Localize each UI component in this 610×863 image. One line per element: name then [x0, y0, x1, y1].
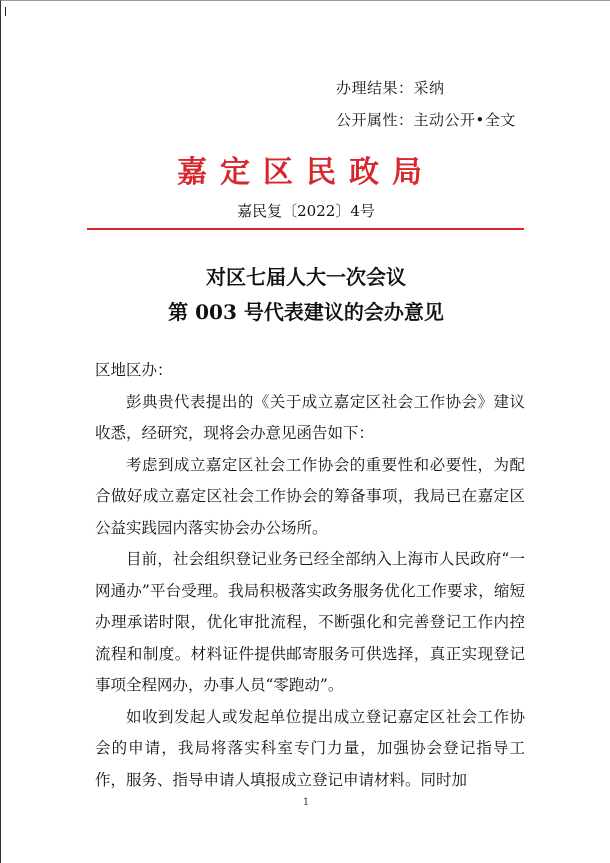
issuing-organization: 嘉定区民政局 [177, 155, 435, 190]
scan-mark [5, 7, 6, 16]
handling-result: 办理结果：采纳 [336, 79, 445, 97]
document-title-line-2: 第 003 号代表建议的会办意见 [168, 300, 444, 324]
document-title-line-1: 对区七届人大一次会议 [206, 265, 406, 289]
disclosure-attribute: 公开属性：主动公开•全文 [336, 111, 516, 129]
salutation: 区地区办： [95, 361, 173, 379]
document-number: 嘉民复〔2022〕4号 [237, 202, 375, 220]
document-body [95, 355, 525, 796]
paragraph: 如收到发起人或发起单位提出成立登记嘉定区社会工作协会的申请，我局将落实科室专门力量，加强协会登记指导工作，服务、指导申请人填报成立登记申请材料。同时加 [95, 707, 525, 789]
red-header-line [87, 228, 524, 230]
paragraph: 考虑到成立嘉定区社会工作协会的重要性和必要性，为配合做好成立嘉定区社会工作协会的筹备事项，我局已在嘉定区公益实践园内落实协会办公场所。 [95, 455, 525, 537]
page-number: 1 [302, 797, 310, 808]
paragraph: 彭典贵代表提出的《关于成立嘉定区社会工作协会》建议收悉，经研究，现将会办意见函告如下： [95, 392, 525, 442]
paragraph: 目前，社会组织登记业务已经全部纳入上海市人民政府“一网通办”平台受理。我局积极落实政务服务优化工作要求，缩短办理承诺时限，优化审批流程，不断强化和完善登记工作内控流程和制度。材料证件提供邮寄服务可供选择，真正实现登记事项全程网办，办事人员“零跑动”。 [95, 550, 525, 694]
